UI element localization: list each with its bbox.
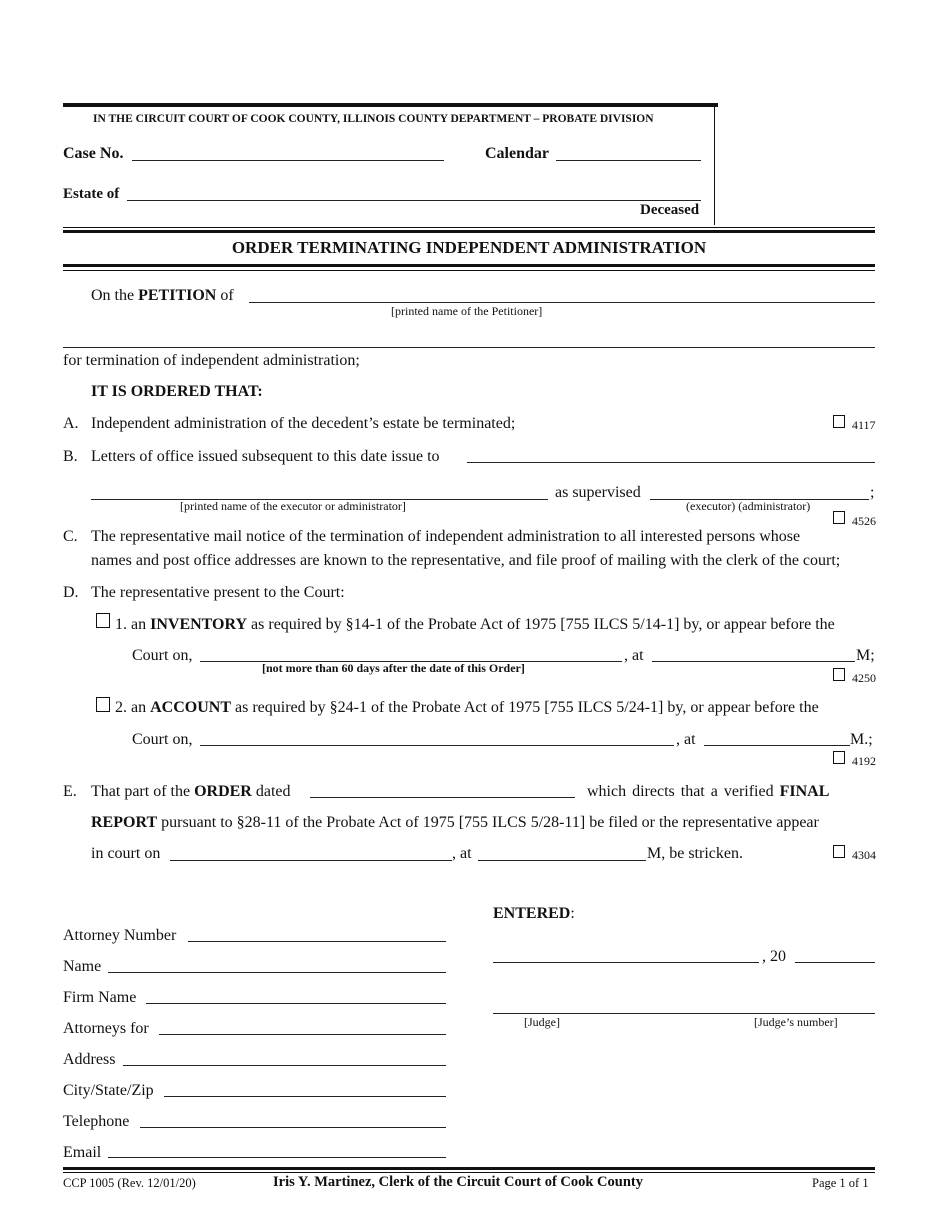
firm-name-field[interactable] [146, 1003, 446, 1004]
code-4526: 4526 [852, 514, 876, 528]
item-c-letter: C. [63, 528, 78, 545]
item-e-order: ORDER [194, 783, 252, 800]
item-c-line1: The representative mail notice of the termination of independent administration to all interested persons whose [91, 528, 801, 545]
petition-line [91, 287, 234, 305]
email-field[interactable] [108, 1157, 446, 1158]
firm-name-label: Firm Name [63, 989, 137, 1006]
item-e-pre-line [91, 783, 291, 801]
account-bold: ACCOUNT [150, 699, 231, 716]
attorneys-for-field[interactable] [159, 1034, 446, 1035]
code-4304: 4304 [852, 848, 876, 862]
as-supervised-text: as supervised [555, 484, 641, 501]
city-state-zip-label: City/State/Zip [63, 1082, 154, 1099]
account-m: M.; [850, 731, 873, 748]
inventory-m: M; [856, 647, 875, 664]
judge-signature-field[interactable] [493, 1013, 875, 1014]
account-date-field[interactable] [200, 745, 674, 746]
final-report-date-field[interactable] [170, 860, 452, 861]
account-line [115, 699, 819, 717]
petition-prefix: On the [91, 287, 135, 304]
header-right-rule [714, 107, 715, 225]
code-4117: 4117 [852, 418, 876, 432]
petitioner-name-field[interactable] [249, 302, 875, 303]
ordered-heading: IT IS ORDERED THAT: [91, 383, 263, 400]
item-b-text: Letters of office issued subsequent to this date issue to [91, 448, 440, 465]
code-4250: 4250 [852, 671, 876, 685]
checkbox-4117[interactable] [833, 415, 845, 428]
item-e-final: FINAL [779, 783, 830, 800]
inventory-pre: 1. an [115, 616, 147, 633]
entered-year-field[interactable] [795, 962, 875, 963]
telephone-field[interactable] [140, 1127, 446, 1128]
item-e-at: , at [452, 845, 472, 862]
inventory-date-hint: [not more than 60 days after the date of this Order] [262, 661, 525, 675]
account-pre: 2. an [115, 699, 147, 716]
city-state-zip-field[interactable] [164, 1096, 446, 1097]
termination-text: for termination of independent administration; [63, 352, 360, 369]
petitioner-continuation-field[interactable] [63, 347, 875, 348]
entered-year-prefix: , 20 [762, 948, 786, 965]
petitioner-hint: [printed name of the Petitioner] [391, 304, 543, 318]
form-id: CCP 1005 (Rev. 12/01/20) [63, 1176, 196, 1190]
code-4192: 4192 [852, 754, 876, 768]
case-no-field[interactable] [132, 160, 444, 161]
item-d-letter: D. [63, 584, 79, 601]
inventory-post: as required by §14-1 of the Probate Act of 1975 [755 ILCS 5/14-1] by, or appear before the [251, 616, 835, 633]
item-e-letter: E. [63, 783, 77, 800]
item-e-stricken: M, be stricken. [647, 845, 743, 862]
inventory-court-on: Court on, [132, 647, 193, 664]
letters-issue-to-field[interactable] [467, 462, 875, 463]
calendar-label: Calendar [485, 145, 549, 162]
entered-label: ENTERED [493, 905, 571, 922]
item-e-dated: dated [255, 783, 291, 800]
telephone-label: Telephone [63, 1113, 130, 1130]
entered-colon: : [570, 905, 575, 922]
executor-hint: [printed name of the executor or administrator] [180, 499, 406, 513]
estate-of-label: Estate of [63, 186, 120, 202]
estate-of-field[interactable] [127, 200, 701, 201]
checkbox-4304[interactable] [833, 845, 845, 858]
case-no-label: Case No. [63, 145, 124, 162]
item-d-text: The representative present to the Court: [91, 584, 345, 601]
item-e-line2 [91, 814, 819, 832]
page-number: Page 1 of 1 [812, 1176, 869, 1190]
account-checkbox[interactable] [96, 697, 110, 712]
name-label: Name [63, 958, 102, 975]
item-e-line2-text: pursuant to §28-11 of the Probate Act of 1975 [755 ILCS 5/28-11] be filed or the representative appear [161, 814, 819, 831]
item-b-letter: B. [63, 448, 78, 465]
checkbox-4526[interactable] [833, 511, 845, 524]
account-post: as required by §24-1 of the Probate Act of 1975 [755 ILCS 5/24-1] by, or appear before the [235, 699, 819, 716]
account-court-on: Court on, [132, 731, 193, 748]
footer-rule [63, 1167, 875, 1170]
inventory-bold: INVENTORY [150, 616, 248, 633]
attorney-number-label: Attorney Number [63, 927, 177, 944]
title-rule-bottom-thin [63, 270, 875, 271]
email-label: Email [63, 1144, 102, 1161]
item-e-directs-line [587, 783, 829, 801]
petition-suffix: of [220, 287, 234, 304]
item-e-report: REPORT [91, 814, 158, 831]
item-a-text: Independent administration of the decedent’s estate be terminated; [91, 415, 516, 432]
account-at: , at [676, 731, 696, 748]
footer-rule-thin [63, 1172, 875, 1173]
item-e-directs: which directs that a verified [587, 783, 774, 800]
address-field[interactable] [123, 1065, 446, 1066]
title-rule-bottom [63, 264, 875, 267]
item-b-semicolon: ; [870, 484, 875, 501]
judge-label: [Judge] [524, 1015, 560, 1029]
final-report-time-field[interactable] [478, 860, 646, 861]
attorneys-for-label: Attorneys for [63, 1020, 149, 1037]
item-e-in-court-on: in court on [91, 845, 161, 862]
judge-number-label: [Judge’s number] [754, 1015, 838, 1029]
item-a-letter: A. [63, 415, 79, 432]
deceased-label: Deceased [640, 202, 700, 218]
header-top-rule [63, 103, 718, 107]
inventory-checkbox[interactable] [96, 613, 110, 628]
checkbox-4192[interactable] [833, 751, 845, 764]
role-hint: (executor) (administrator) [686, 499, 811, 513]
entered-date-field[interactable] [493, 962, 759, 963]
inventory-line [115, 616, 835, 634]
item-e-pre: That part of the [91, 783, 191, 800]
title-rule-top [63, 230, 875, 233]
inventory-time-field[interactable] [652, 661, 855, 662]
attorney-number-field[interactable] [188, 941, 446, 942]
petition-bold: PETITION [138, 287, 217, 304]
item-c-line2: names and post office addresses are known to the representative, and file proof of mailing with the clerk of the court; [91, 552, 841, 569]
calendar-field[interactable] [556, 160, 701, 161]
address-label: Address [63, 1051, 116, 1068]
inventory-at: , at [624, 647, 644, 664]
order-date-field[interactable] [310, 797, 575, 798]
name-field[interactable] [108, 972, 446, 973]
entered-heading [493, 905, 575, 923]
title-rule-top-thin [63, 227, 875, 228]
page-title: ORDER TERMINATING INDEPENDENT ADMINISTRATION [231, 238, 707, 257]
court-heading: IN THE CIRCUIT COURT OF COOK COUNTY, ILLINOIS COUNTY DEPARTMENT – PROBATE DIVISION [93, 113, 654, 125]
account-time-field[interactable] [704, 745, 850, 746]
clerk-name: Iris Y. Martinez, Clerk of the Circuit Court of Cook County [273, 1174, 643, 1190]
checkbox-4250[interactable] [833, 668, 845, 681]
